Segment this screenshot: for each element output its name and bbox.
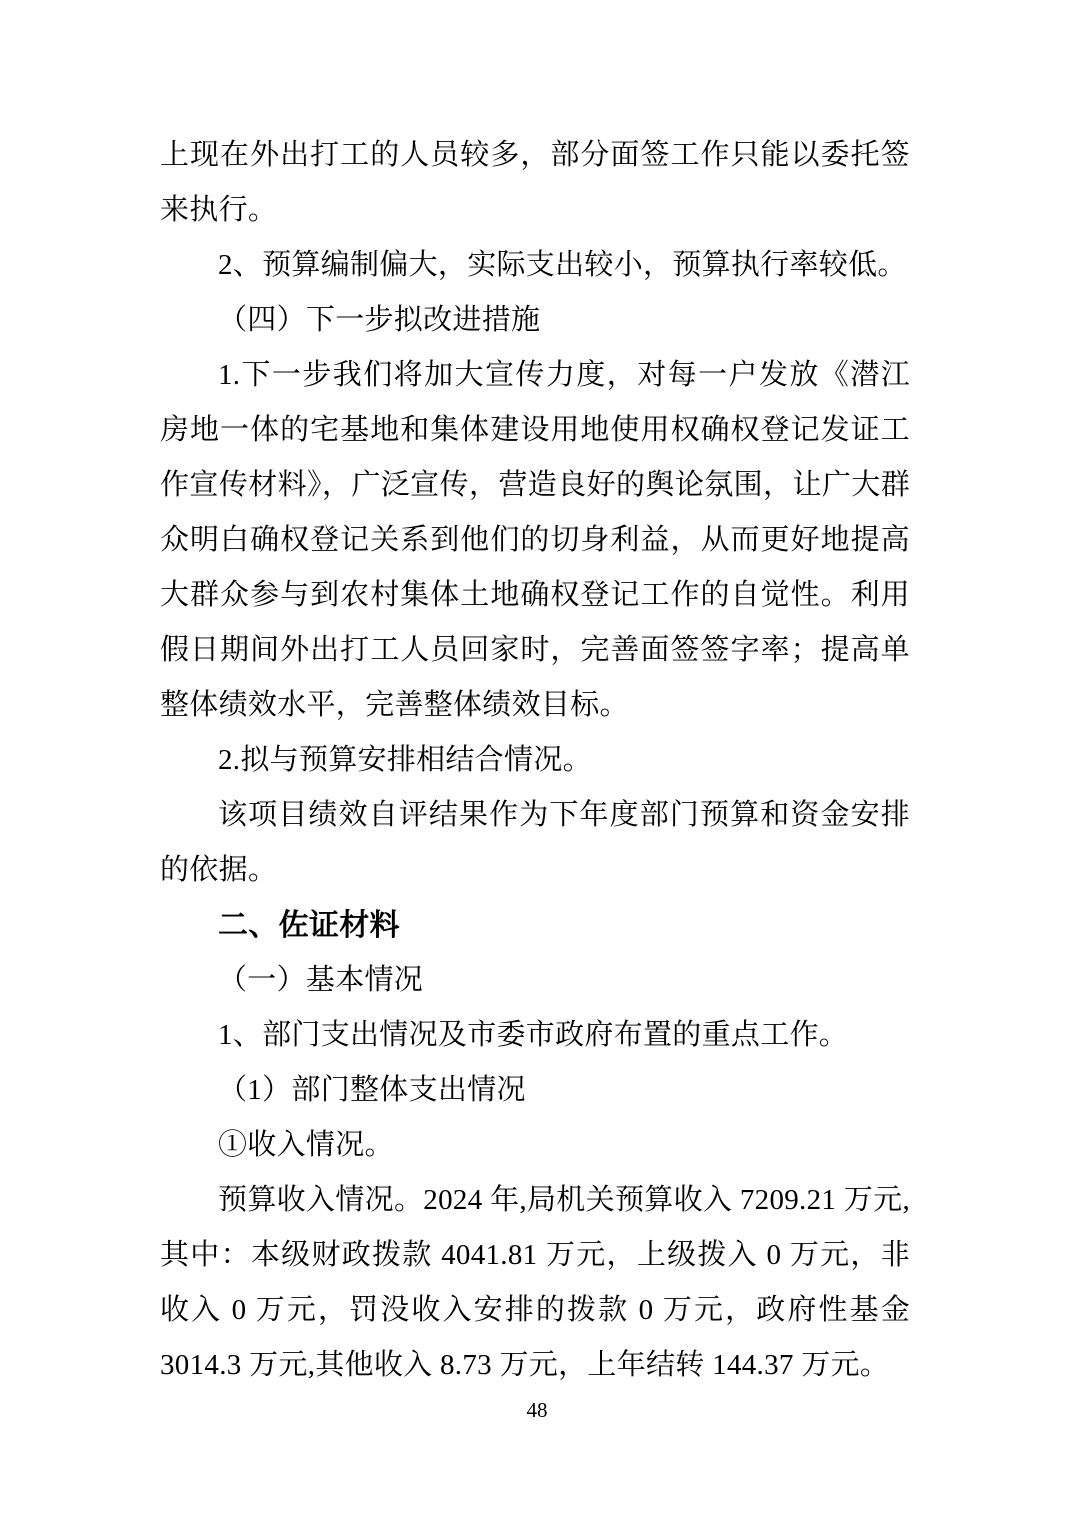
text-line: 二、佐证材料: [218, 909, 400, 942]
text-line: 其中：本级财政拨款 4041.81 万元，上级拨入 0 万元，非: [160, 1239, 910, 1271]
text-line: 1、部门支出情况及市委市政府布置的重点工作。: [218, 1019, 849, 1051]
text-line: ①收入情况。: [218, 1129, 394, 1161]
text-line: 假日期间外出打工人员回家时，完善面签签字率；提高单: [160, 634, 910, 666]
page-number: 48: [526, 1398, 548, 1422]
text-line: 大群众参与到农村集体土地确权登记工作的自觉性。利用: [160, 579, 910, 611]
text-line: （1）部门整体支出情况: [218, 1074, 526, 1106]
text-line: 收入 0 万元，罚没收入安排的拨款 0 万元，政府性基金: [160, 1294, 910, 1326]
text-line: 1.下一步我们将加大宣传力度，对每一户发放《潜江: [218, 359, 910, 391]
text-line: 房地一体的宅基地和集体建设用地使用权确权登记发证工: [160, 414, 910, 446]
text-line: 2、预算编制偏大，实际支出较小，预算执行率较低。: [218, 249, 907, 281]
text-line: 来执行。: [160, 194, 278, 226]
text-line: 2.拟与预算安排相结合情况。: [218, 744, 592, 776]
text-line: 上现在外出打工的人员较多，部分面签工作只能以委托签: [160, 139, 910, 171]
text-line: （四）下一步拟改进措施: [218, 304, 541, 336]
document-body: [160, 128, 910, 1393]
text-line: 该项目绩效自评结果作为下年度部门预算和资金安排: [218, 799, 910, 831]
text-line: 的依据。: [160, 854, 278, 886]
text-line: 众明白确权登记关系到他们的切身利益，从而更好地提高: [160, 524, 910, 556]
text-line: 整体绩效水平，完善整体绩效目标。: [160, 689, 629, 721]
text-line: 3014.3 万元,其他收入 8.73 万元，上年结转 144.37 万元。: [160, 1349, 890, 1381]
text-line: 预算收入情况。2024 年,局机关预算收入 7209.21 万元,: [218, 1184, 910, 1216]
text-line: 作宣传材料》，广泛宣传，营造良好的舆论氛围，让广大群: [160, 469, 910, 501]
text-line: （一）基本情况: [218, 964, 424, 996]
